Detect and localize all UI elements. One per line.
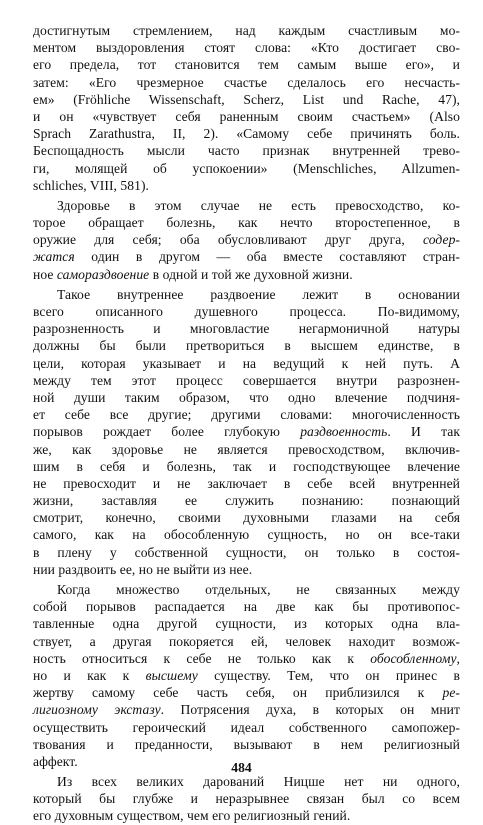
italic-emphasis: высшему [145, 667, 198, 683]
body-text [33, 22, 460, 825]
text-line: жертву самому себе часть себя, он приблизился к ре- [33, 685, 460, 701]
text-line: тавленные одна другой сущности, из которых одна вла- [33, 616, 460, 632]
text-line: ментом выздоровления стоят слова: «Кто достигает сво- [33, 40, 460, 56]
text-line: его духовным существом, чем его религиозный гений. [33, 808, 351, 824]
text-line: Здоровье в этом случае не есть превосходство, ко- [57, 197, 460, 213]
text-line: в плену у собственной сущности, он только в состоя- [33, 544, 460, 560]
italic-emphasis: самораздвоение [56, 266, 150, 282]
italic-emphasis: содер- [422, 232, 460, 248]
paragraph [33, 773, 460, 825]
text-line: Беспощадность мысли часто признак внутренней трево- [33, 143, 460, 159]
text-line: собой порывов распадается на две как бы противопос- [33, 599, 460, 615]
text-line: оружие для себя; оба обусловливают друг друга, содер- [33, 232, 460, 248]
text-line: Sprach Zarathustra, II, 2). «Самому себе причинять боль. [33, 126, 460, 142]
text-line: порывов рождает более глубокую раздвоенность. И так [33, 424, 461, 440]
text-line: самого, как на обособленную сущность, но он все-таки [33, 527, 460, 543]
italic-emphasis: обособленному [370, 650, 457, 666]
text-line: его предела, тот становится тем самым выше его», и [33, 57, 460, 73]
text-line: Из всех великих дарований Ницше нет ни одного, [57, 774, 460, 790]
paragraph [33, 581, 460, 770]
italic-emphasis: жатся [33, 249, 75, 265]
italic-emphasis: ре- [442, 685, 460, 701]
text-line: ность относиться к себе не только как к обособленному, [33, 650, 460, 666]
text-line: жизни, заставляя ее служить познанию: познающий [33, 493, 460, 509]
text-line: твования и преданности, вызывают в нем религиозный [33, 736, 460, 752]
text-line: разрозненность и многовластие негармоничной натуры [33, 321, 460, 337]
text-line: смотрит, конечно, своими духовными глазами на себя [33, 510, 460, 526]
paragraph [33, 197, 460, 283]
text-line: который бы глубже и неразрывнее связан был со всем [33, 791, 460, 807]
italic-emphasis: раздвоенность [300, 424, 388, 440]
text-line: затем: «Его чрезмерное счастье сделалось его несчасть- [33, 74, 460, 90]
text-line: и он «чувствует себя раненным своим счастьем» (Also [33, 108, 460, 124]
text-line: ги, молящей об успокоении» (Menschliches, Allzumen- [33, 160, 460, 176]
italic-emphasis: лигиозному экстазу [33, 702, 161, 718]
paragraph [33, 286, 460, 578]
text-line: торое обращает болезнь, как нечто второстепенное, в [33, 215, 460, 231]
text-line: ем» (Fröhliche Wissenschaft, Scherz, List und Rache, 47), [33, 91, 460, 107]
text-line: ет себе все другие; другими словами: многочисленность [33, 407, 460, 423]
text-line: всего описанного душевного процесса. По-видимому, [33, 304, 460, 319]
text-line: же, как здоровье не является превосходством, включив- [33, 441, 460, 457]
text-line: ное самораздвоение в одной и той же духовной жизни. [33, 266, 353, 282]
text-line: жатся один в другом — оба вместе составляют стран- [33, 249, 460, 265]
page-number: 484 [231, 760, 252, 775]
paragraph [33, 22, 460, 194]
text-line: schliches, VIII, 581). [33, 177, 149, 193]
text-line: осуществить героический идеал собственного самопожер- [33, 719, 460, 735]
text-line: лигиозному экстазу. Потрясения духа, в которых он мнит [33, 702, 460, 718]
text-line: цели, которая указывает и на ведущий к ней путь. А [33, 355, 460, 371]
text-line: аффект. [33, 753, 78, 769]
text-line: ствует, а другая покоряется ей, человек находит возмож- [33, 633, 460, 649]
text-line: ной души таким образом, что одно влечение подчиня- [33, 389, 460, 405]
text-line: между тем этот процесс совершается внутри разрознен- [33, 372, 460, 388]
text-line: должны бы были претвориться в высшем единстве, в [33, 338, 460, 354]
text-line: не превосходит и не заключает в себе всей внутренней [33, 475, 460, 491]
text-line: достигнутым стремлением, над каждым счастливым мо- [33, 23, 460, 38]
text-line: но и как к высшему существу. Тем, что он принес в [33, 667, 460, 683]
text-line: нии раздвоить ее, но не выйти из нее. [33, 561, 253, 577]
text-line: шим в себя и болезнь, так и господствующее влечение [33, 458, 460, 474]
text-line: Такое внутреннее раздвоение лежит в основании [57, 286, 460, 302]
text-line: Когда множество отдельных, не связанных между [57, 582, 460, 597]
